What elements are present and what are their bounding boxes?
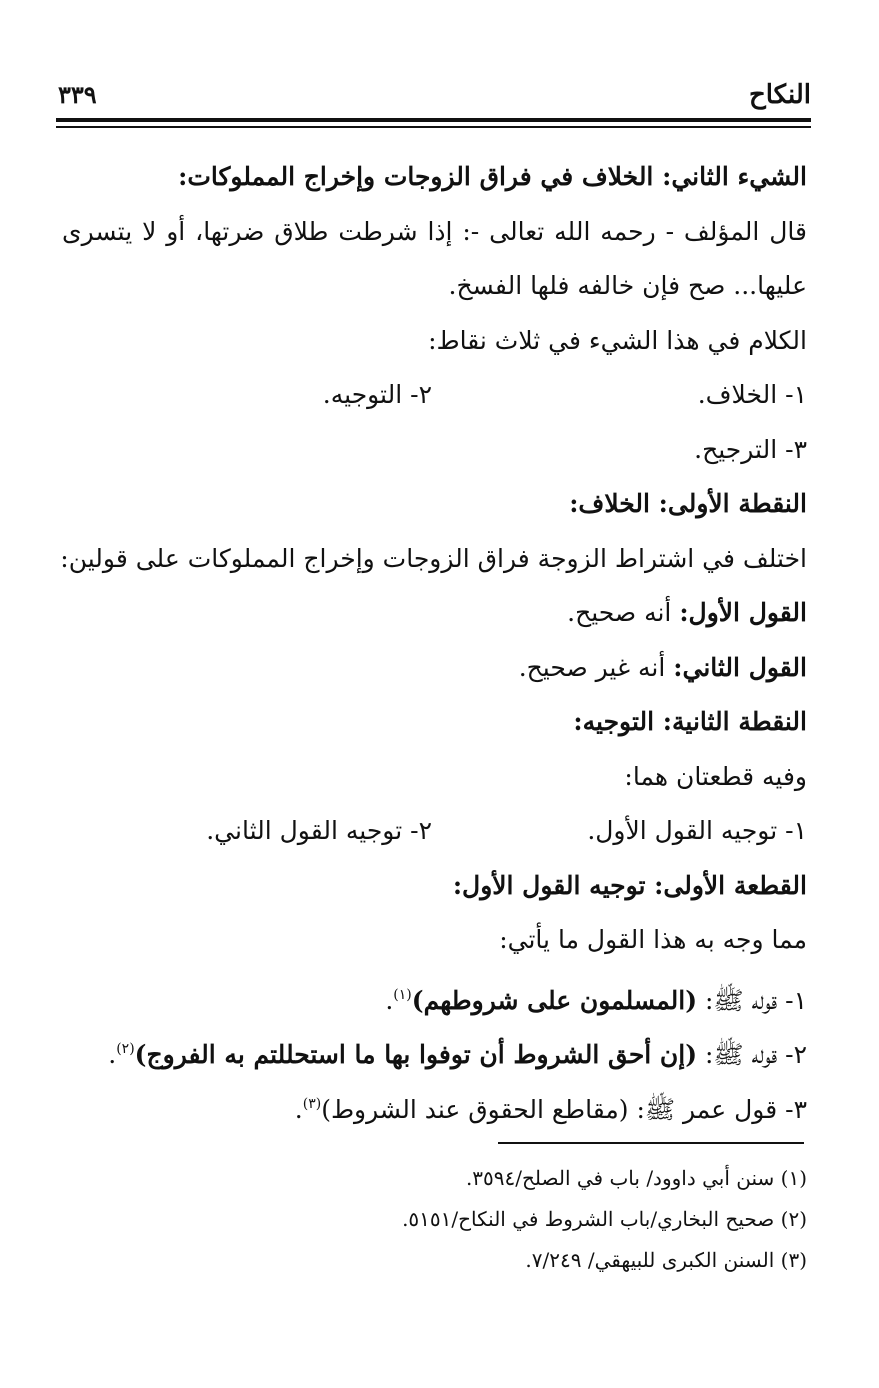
point-item-2: ٢- التوجيه. (322, 380, 432, 409)
evidence-2-end: . (108, 1040, 117, 1069)
author-quote-line-1: قال المؤلف - رحمه الله تعالى -: إذا شرطت طلاق ضرتها، أو لا يتسرى (62, 216, 807, 246)
footnote-2: (٢) صحيح البخاري/باب الشروط في النكاح/٥١٥١. (402, 1207, 807, 1231)
evidence-1-quote: (المسلمون على شروطهم) (411, 985, 698, 1015)
evidence-3-quote: (مقاطع الحقوق عند الشروط) (321, 1094, 629, 1124)
header-rule-thick (56, 118, 811, 122)
evidence-1-prefix: ١- قوله ﷺ: (697, 985, 807, 1015)
footnote-3: (٣) السنن الكبرى للبيهقي/ ٧/٢٤٩. (525, 1248, 807, 1272)
section-heading: الشيء الثاني: الخلاف في فراق الزوجات وإخراج المملوكات: (178, 162, 807, 191)
footnote-separator (498, 1142, 804, 1144)
page-number: ٣٣٩ (58, 80, 97, 109)
evidence-intro: مما وجه به هذا القول ما يأتي: (499, 925, 807, 954)
footnote-1: (١) سنن أبي داوود/ باب في الصلح/٣٥٩٤. (465, 1166, 807, 1190)
dispute-text: اختلف في اشتراط الزوجة فراق الزوجات وإخراج المملوكات على قولين: (60, 543, 807, 573)
parts-intro: وفيه قطعتان هما: (624, 761, 807, 791)
part-item-1: ١- توجيه القول الأول. (587, 816, 807, 845)
opinion-2-text: أنه غير صحيح. (518, 652, 674, 682)
evidence-1-end: . (385, 985, 394, 1015)
opinion-2-label: القول الثاني: (673, 652, 807, 682)
point-1-heading: النقطة الأولى: الخلاف: (569, 489, 807, 518)
footnote-ref-3: (٣) (302, 1095, 322, 1112)
footnote-ref-2: (٢) (116, 1041, 135, 1057)
point-item-1: ١- الخلاف. (697, 380, 807, 409)
evidence-item-1 (62, 968, 807, 1023)
header-rule-thin (56, 126, 811, 128)
opinion-1-text: أنه صحيح. (567, 598, 680, 627)
evidence-item-3 (62, 1077, 807, 1132)
evidence-3-prefix: ٣- قول عمر ﷺ: (628, 1094, 807, 1124)
evidence-2-quote: (إن أحق الشروط أن توفوا بها ما استحللتم به الفروج) (134, 1040, 698, 1069)
running-header (58, 74, 811, 116)
running-title: النكاح (748, 80, 811, 110)
part-item-2: ٢- توجيه القول الثاني. (206, 816, 432, 845)
opinion-2 (62, 641, 807, 696)
body-text (62, 150, 807, 1131)
part-1-heading: القطعة الأولى: توجيه القول الأول: (452, 870, 807, 900)
point-item-3: ٣- الترجيح. (694, 434, 807, 464)
author-quote-line-2: عليها... صح فإن خالفه فلها الفسخ. (448, 271, 807, 300)
footnote-ref-1: (١) (393, 986, 412, 1003)
points-list-row (62, 368, 807, 423)
opinion-1 (62, 586, 807, 641)
evidence-3-end: . (294, 1094, 303, 1124)
points-intro: الكلام في هذا الشيء في ثلاث نقاط: (428, 325, 807, 355)
evidence-2-prefix: ٢- قوله ﷺ: (697, 1040, 807, 1069)
evidence-item-2 (62, 1022, 807, 1077)
parts-list-row (62, 804, 807, 859)
point-2-heading: النقطة الثانية: التوجيه: (573, 707, 807, 736)
opinion-1-label: القول الأول: (679, 598, 807, 627)
footnotes (62, 1158, 807, 1281)
